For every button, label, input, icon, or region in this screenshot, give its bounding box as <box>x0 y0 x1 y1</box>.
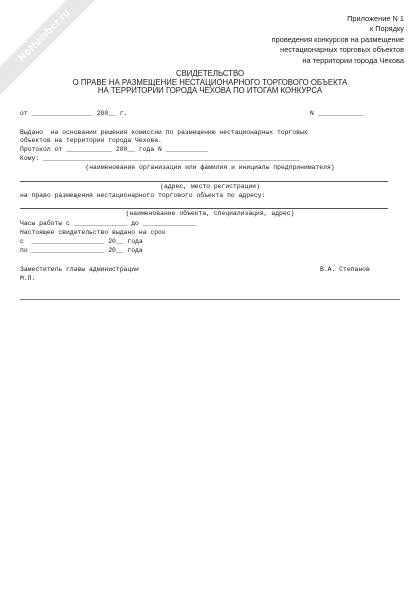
signer-title: Заместитель главы администрации <box>20 266 139 273</box>
watermark-text: NoNumber.ru <box>0 0 96 100</box>
working-hours-line: Часы работы с ______________ до ______________ <box>20 220 197 227</box>
title-line-1: СВИДЕТЕЛЬСТВО <box>175 69 245 78</box>
date-line: от ________________ 200__ г. <box>20 110 128 117</box>
object-blank-line <box>20 208 388 209</box>
right-to-place-line: на право размещения нестационарного торгового объекта по адресу: <box>20 192 266 199</box>
bottom-divider <box>20 299 400 300</box>
number-line: N ____________ <box>310 110 364 117</box>
stamp-placeholder: М.П. <box>20 275 36 282</box>
title-line-2: О ПРАВЕ НА РАЗМЕЩЕНИЕ НЕСТАЦИОНАРНОГО ТОРГОВОГО ОБЪЕКТА <box>72 77 348 87</box>
address-blank-line <box>20 181 388 182</box>
issued-basis-line-2: объектов на территории города Чехова. <box>20 137 162 144</box>
recipient-line: Кому: ___________________________________________________________________ <box>20 155 300 162</box>
valid-from-line: с ___________________ 20__ года <box>20 238 143 245</box>
signer-name: В.А. Степанов <box>320 266 370 273</box>
appendix-line-1: Приложение N 1 <box>347 14 404 23</box>
appendix-line-5: на территории города Чехова <box>302 55 404 65</box>
valid-until-line: по ___________________ 20__ года <box>20 247 143 254</box>
appendix-line-4: нестационарных торговых объектов <box>280 45 404 55</box>
title-line-3: НА ТЕРРИТОРИИ ГОРОДА ЧЕХОВА ПО ИТОГАМ КОНКУРСА <box>97 86 323 96</box>
caption-object: (наименование объекта, специализация, адрес) <box>125 210 295 217</box>
caption-address: (адрес, место регистрации) <box>160 183 260 190</box>
appendix-header <box>271 14 404 66</box>
appendix-line-3: проведения конкурсов на размещение <box>271 34 404 44</box>
issued-basis-line-1: Выдано на основании решения комиссии по размещению нестационарных торговых <box>20 129 308 136</box>
appendix-line-2: к Порядку <box>369 24 404 34</box>
caption-organization: (наименование организации или фамилия и инициалы предпринимателя) <box>85 164 335 171</box>
validity-term-line: Настоящее свидетельство выдано на срок <box>20 229 166 236</box>
document-title <box>0 70 420 96</box>
protocol-line: Протокол от ____________ 200__ года N ___________ <box>20 146 208 153</box>
